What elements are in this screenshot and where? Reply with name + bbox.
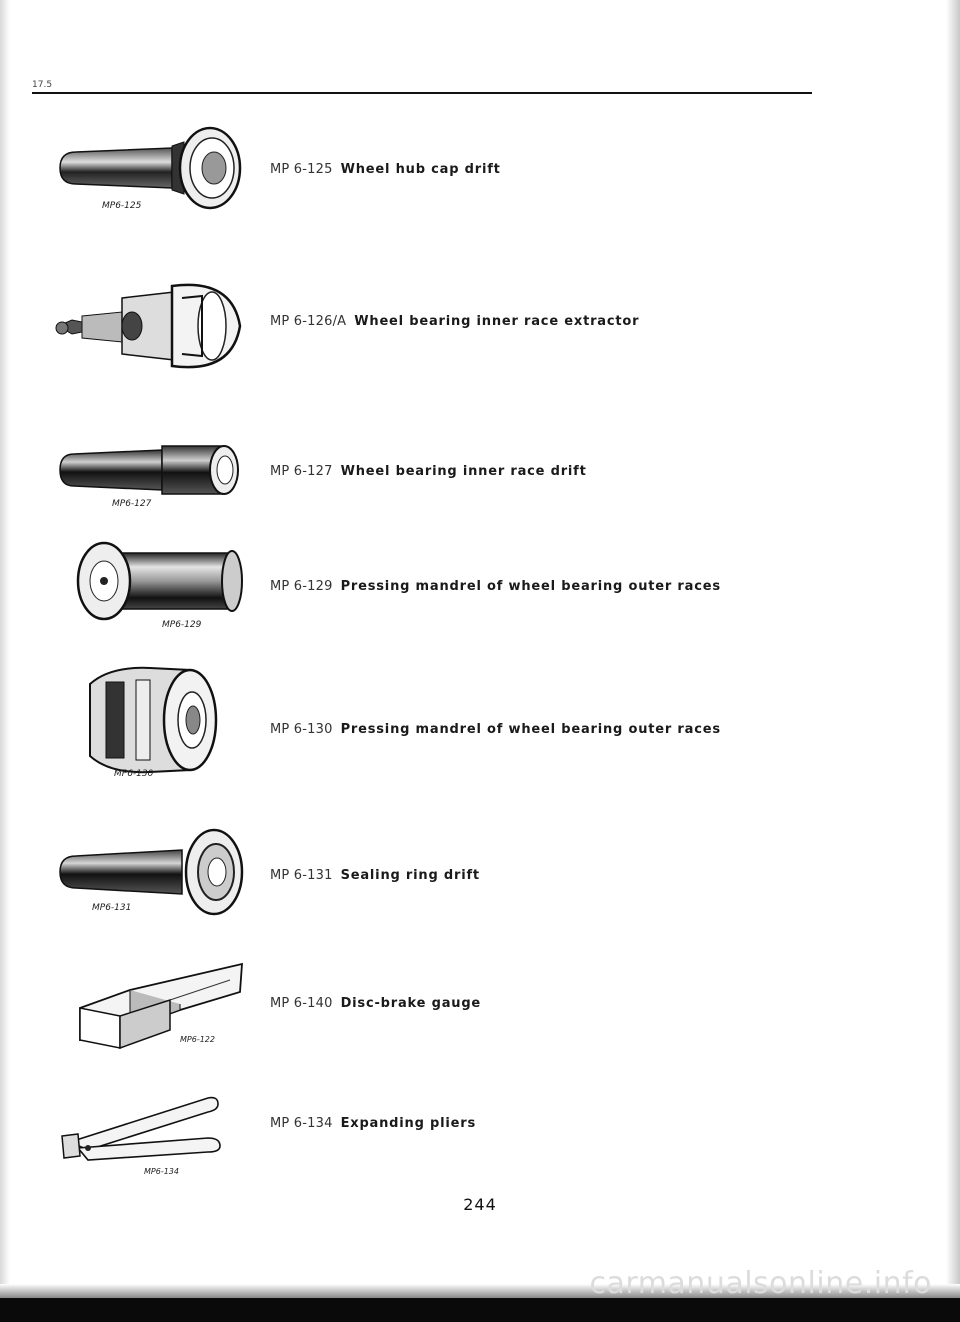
disc-brake-gauge-illustration xyxy=(70,958,250,1058)
tool-caption xyxy=(270,1116,476,1131)
tool-caption xyxy=(270,868,480,883)
tool-code: MP 6-129 xyxy=(270,579,333,594)
tool-caption xyxy=(270,579,721,594)
tool-code: MP 6-126/A xyxy=(270,314,347,329)
tool-title: Sealing ring drift xyxy=(340,868,480,883)
tool-image-tag: MP6-125 xyxy=(102,201,142,211)
tool-title: Wheel hub cap drift xyxy=(340,162,501,177)
scan-bottom-band xyxy=(0,1298,960,1322)
tool-code: MP 6-125 xyxy=(270,162,333,177)
tool-image-tag: MP6-134 xyxy=(144,1167,179,1176)
inner-race-extractor-illustration xyxy=(52,268,252,378)
pressing-mandrel-130-illustration xyxy=(80,660,230,780)
tool-title: Pressing mandrel of wheel bearing outer races xyxy=(340,579,721,594)
tool-title: Wheel bearing inner race extractor xyxy=(354,314,640,329)
tool-caption xyxy=(270,722,721,737)
tool-title: Expanding pliers xyxy=(340,1116,477,1131)
tool-title: Pressing mandrel of wheel bearing outer races xyxy=(340,722,721,737)
sealing-ring-drift-illustration xyxy=(52,820,252,920)
header-rule xyxy=(32,92,812,94)
tool-caption xyxy=(270,464,587,479)
tool-image-tag: MP6-131 xyxy=(92,903,132,913)
section-number: 17.5 xyxy=(32,80,53,90)
tool-code: MP 6-130 xyxy=(270,722,333,737)
expanding-pliers-illustration xyxy=(58,1090,238,1180)
tool-title: Wheel bearing inner race drift xyxy=(340,464,587,479)
tool-code: MP 6-127 xyxy=(270,464,333,479)
tool-caption xyxy=(270,996,481,1011)
tool-image-tag: MP6-122 xyxy=(180,1035,215,1044)
tool-image-tag: MP6-127 xyxy=(112,499,152,509)
tool-code: MP 6-131 xyxy=(270,868,333,883)
tool-caption xyxy=(270,162,501,177)
tool-image-tag: MP6-130 xyxy=(114,769,154,779)
hub-cap-drift-illustration xyxy=(52,118,252,218)
tool-caption xyxy=(270,314,639,329)
inner-race-drift-illustration xyxy=(52,430,252,510)
tool-image-tag: MP6-129 xyxy=(162,620,202,630)
watermark: carmanualsonline.info xyxy=(589,1266,932,1301)
page-number: 244 xyxy=(463,1195,497,1214)
tool-code: MP 6-140 xyxy=(270,996,333,1011)
tool-title: Disc-brake gauge xyxy=(340,996,482,1011)
scan-edge-left xyxy=(0,0,10,1322)
scan-edge-right xyxy=(946,0,960,1300)
tool-code: MP 6-134 xyxy=(270,1116,333,1131)
pressing-mandrel-129-illustration xyxy=(52,535,252,635)
